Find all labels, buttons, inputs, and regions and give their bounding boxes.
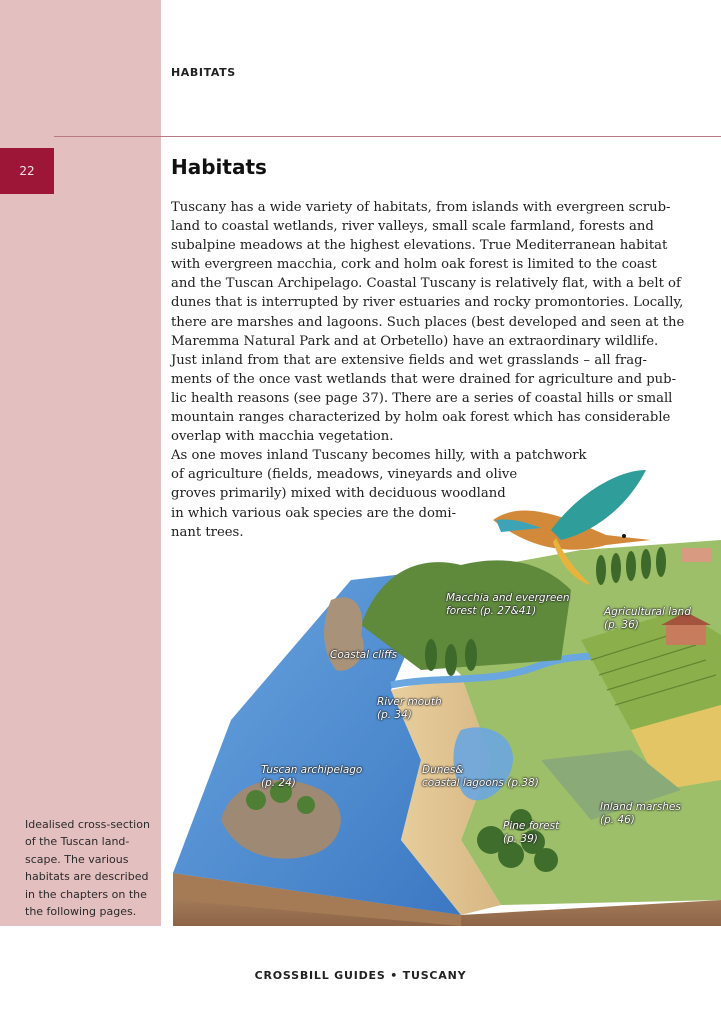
body-line: groves primarily) mixed with deciduous woodland <box>171 486 506 502</box>
label-coastal-cliffs: Coastal cliffs <box>330 649 398 661</box>
page-title: Habitats <box>171 155 267 179</box>
landscape-illustration <box>161 460 721 926</box>
label-macchia: Macchia and evergreen forest (p. 27&41) <box>446 592 570 617</box>
running-head: HABITATS <box>171 66 236 79</box>
figure-caption <box>25 816 157 920</box>
header-rule <box>54 136 721 137</box>
caption-line: Idealised cross-section <box>25 818 150 831</box>
body-line: Maremma Natural Park and at Orbetello) have an extraordinary wildlife. <box>171 333 659 349</box>
caption-line: the following pages. <box>25 905 137 919</box>
page-number: 22 <box>19 164 35 178</box>
body-line: dunes that is interrupted by river estuaries and rocky promontories. Locally, <box>171 295 684 311</box>
body-line: overlap with macchia vegetation. <box>171 429 394 445</box>
body-line: ments of the once vast wetlands that were drained for agriculture and pub- <box>171 371 677 387</box>
page-number-tab <box>0 148 54 194</box>
label-pine-forest: Pine forest (p. 39) <box>503 820 560 845</box>
body-line: in which various oak species are the domi- <box>171 505 457 521</box>
body-line: land to coastal wetlands, river valleys, small scale farmland, forests and <box>171 219 654 235</box>
body-line: As one moves inland Tuscany becomes hilly, with a patchwork <box>171 448 587 464</box>
label-tuscan-archipelago: Tuscan archipelago (p. 24) <box>261 764 363 789</box>
caption-line: of the Tuscan land- <box>25 835 130 849</box>
body-line: lic health reasons (see page 37). There are a series of coastal hills or small <box>171 390 673 406</box>
caption-line: habitats are described <box>25 870 149 884</box>
body-line: subalpine meadows at the highest elevations. True Mediterranean habitat <box>171 238 668 254</box>
body-line: Just inland from that are extensive fields and wet grasslands – all frag- <box>171 352 647 368</box>
label-dunes-lagoons: Dunes& coastal lagoons (p.38) <box>422 764 539 789</box>
footer-series-title: CROSSBILL GUIDES • TUSCANY <box>254 969 467 982</box>
body-line: of agriculture (fields, meadows, vineyards and olive <box>171 467 518 483</box>
body-line: nant trees. <box>171 524 244 540</box>
body-line: and the Tuscan Archipelago. Coastal Tuscany is relatively flat, with a belt of <box>171 276 681 292</box>
label-river-mouth: River mouth (p. 34) <box>377 696 442 721</box>
label-agricultural-land: Agricultural land (p. 36) <box>604 606 691 631</box>
label-inland-marshes: Inland marshes (p. 46) <box>600 801 681 826</box>
body-line: with evergreen macchia, cork and holm oak forest is limited to the coast <box>171 257 657 273</box>
sidebar-band <box>0 0 161 926</box>
body-line: there are marshes and lagoons. Such places (best developed and seen at the <box>171 314 685 330</box>
caption-line: in the chapters on the <box>25 887 147 901</box>
body-line: Tuscany has a wide variety of habitats, from islands with evergreen scrub- <box>171 200 671 215</box>
body-line: mountain ranges characterized by holm oak forest which has considerable <box>171 410 671 426</box>
caption-line: scape. The various <box>25 852 129 866</box>
